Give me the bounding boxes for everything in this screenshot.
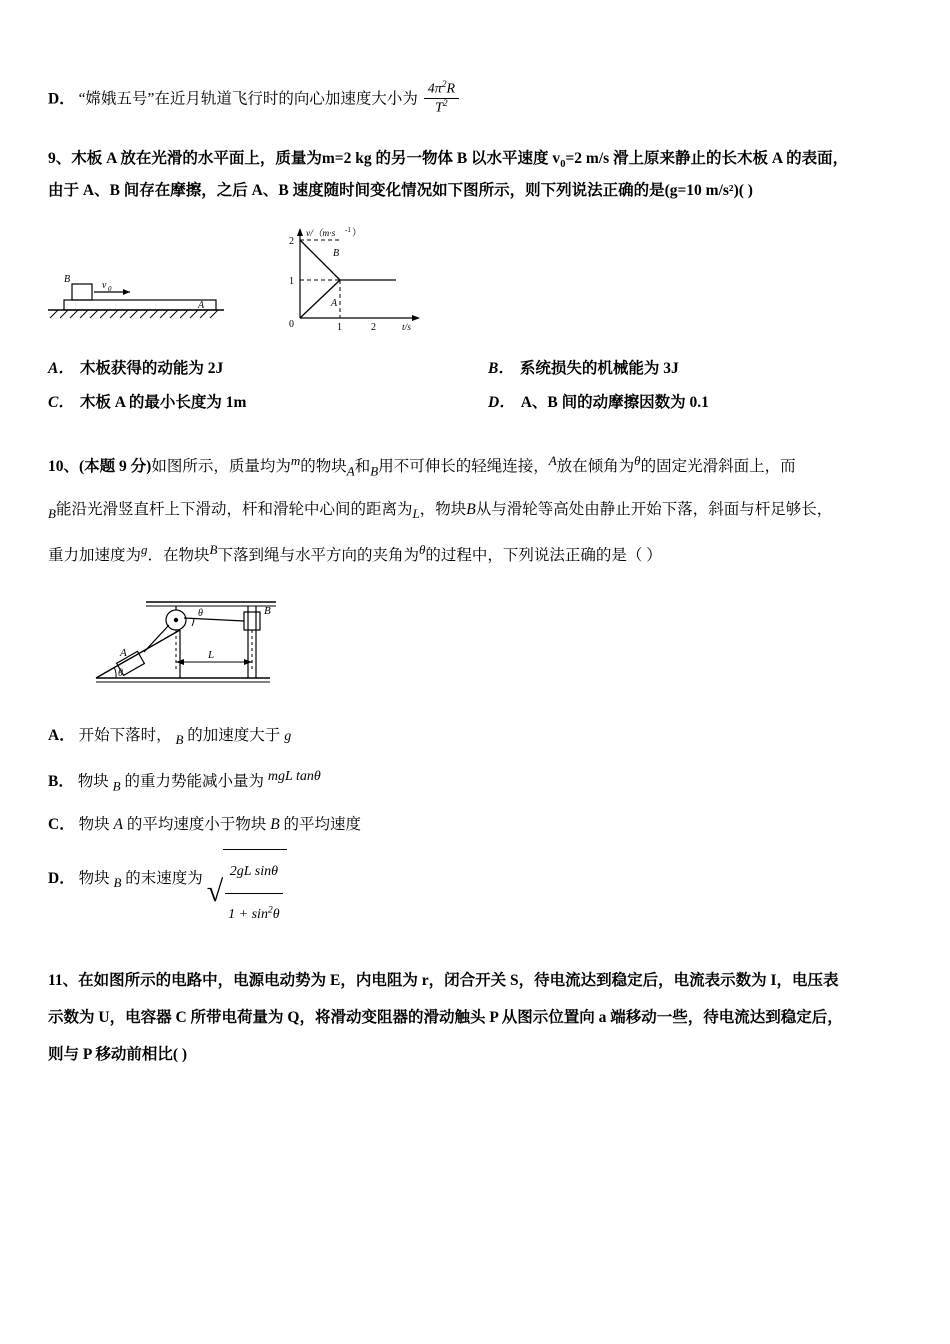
q10-option-d-formula: √ $\frac{\text{2gL sinθ}}{1 + \sin^2\theta}$ xyxy=(207,849,287,936)
svg-text:v: v xyxy=(102,279,107,291)
q11-text-l1: 在如图所示的电路中，电源电动势为 E，内电阻为 r，闭合开关 S，待电流达到稳定后，电流表示数为 I，电压表 xyxy=(78,971,839,989)
q10-l2-varL: L xyxy=(412,505,420,521)
svg-text:A: A xyxy=(198,299,205,311)
q10-option-c-text-b: 的平均速度小于物块 xyxy=(126,816,267,834)
q10-line1 xyxy=(48,444,904,488)
svg-text:B: B xyxy=(264,605,271,618)
q9-option-row-1 xyxy=(48,356,904,378)
q9-text-l1b: =2 m/s 滑上原来静止的长木板 A 的表面， xyxy=(565,149,849,167)
q9-option-c[interactable] xyxy=(48,390,464,412)
q10-l2a: 能沿光滑竖直杆上下滑动，杆和滑轮中心间的距离为 xyxy=(55,500,413,518)
q9-option-d[interactable] xyxy=(464,390,904,412)
q10-l3d: 的过程中，下列说法正确的是（ ） xyxy=(425,546,662,564)
q10-line2 xyxy=(48,490,904,531)
q10-l2c: 从与滑轮等高处由静止开始下落，斜面与杆足够长， xyxy=(475,500,833,518)
q9-option-d-label: D． xyxy=(488,393,515,411)
q10-l3-varB: B xyxy=(209,541,218,557)
svg-text:θ: θ xyxy=(118,668,123,680)
q11-line2 xyxy=(48,999,904,1036)
q10-option-d-label: D． xyxy=(48,869,75,887)
svg-text:）: ） xyxy=(352,228,362,239)
q10-mass-var: m xyxy=(290,452,301,468)
q9-option-c-text: 木板 A 的最小长度为 1m xyxy=(79,393,247,411)
q9-option-c-label: C． xyxy=(48,393,74,411)
q10-option-d-formula-den-tail: θ xyxy=(272,906,280,922)
q9-figure xyxy=(48,214,904,344)
q10-option-b[interactable] xyxy=(48,761,904,801)
q10-l1a: 如图所示，质量均为 xyxy=(151,457,291,475)
q10-option-d-formula-den: 1 + sin xyxy=(228,906,268,922)
q9-option-d-text: A、B 间的动摩擦因数为 0.1 xyxy=(520,393,709,411)
q9-v0-sub: 0 xyxy=(560,158,566,170)
svg-text:A: A xyxy=(331,297,338,309)
q10-var-B: B xyxy=(370,462,379,478)
q11-line1 xyxy=(48,962,904,999)
q10-option-a-text-b: 的加速度大于 xyxy=(187,727,281,745)
q9-option-b-text: 系统损失的机械能为 3J xyxy=(519,359,679,377)
q10-option-c-label: C． xyxy=(48,816,75,834)
q10-l3a: 重力加速度为 xyxy=(48,546,142,564)
svg-text:θ: θ xyxy=(198,608,203,620)
q10-head: (本题 9 分) xyxy=(79,457,152,475)
q10-option-c-var2: B xyxy=(270,816,280,834)
q10-option-b-text-b: 的重力势能减小量为 xyxy=(124,773,264,791)
q10-l1e: 放在倾角为 xyxy=(556,457,635,475)
q10-l2b: ，物块 xyxy=(419,500,467,518)
svg-text:1: 1 xyxy=(289,275,294,287)
q9-option-a[interactable] xyxy=(48,356,464,378)
q10-l1d: 用不可伸长的轻绳连接， xyxy=(378,457,549,475)
q10-option-b-formula: mgL tanθ xyxy=(267,769,321,785)
q10-l1b: 的物块 xyxy=(300,457,347,475)
svg-text:v/（m·s: v/（m·s xyxy=(306,228,336,239)
svg-text:0: 0 xyxy=(289,318,294,330)
q9-line2 xyxy=(48,175,904,206)
formula-num-tail: R xyxy=(446,81,456,97)
q10-option-d-text-b: 的末速度为 xyxy=(125,869,203,887)
q10-option-a[interactable] xyxy=(48,718,904,755)
q9-option-a-label: A． xyxy=(48,359,74,377)
q8-option-d xyxy=(48,80,904,117)
svg-text:1: 1 xyxy=(337,321,342,333)
q10-l3b: ．在物块 xyxy=(147,546,210,564)
q10-number: 10、 xyxy=(48,457,80,475)
q10-option-d-formula-den-exp: 2 xyxy=(267,905,273,916)
svg-text:B: B xyxy=(333,247,340,259)
q10-options xyxy=(48,718,904,936)
q9-option-b-label: B． xyxy=(488,359,514,377)
q10-var-A2: A xyxy=(548,452,557,468)
svg-text:-1: -1 xyxy=(345,225,351,234)
q11-number: 11、 xyxy=(48,971,79,989)
formula-num-exp: 2 xyxy=(441,80,447,90)
svg-text:2: 2 xyxy=(371,321,376,333)
svg-text:2: 2 xyxy=(289,235,294,247)
q10-option-a-formula: g xyxy=(284,729,292,745)
q10-l3-varg: g xyxy=(141,541,148,557)
q10-l2-varB2: B xyxy=(466,500,476,518)
formula-den: T xyxy=(435,100,443,116)
q10-l2-varB: B xyxy=(48,505,56,521)
q10-option-a-text-a: 开始下落时， xyxy=(78,727,172,745)
q10-option-d-formula-num: 2gL sinθ xyxy=(225,851,282,894)
q10-l1c: 和 xyxy=(354,457,371,475)
q10-l1f: 的固定光滑斜面上，而 xyxy=(640,457,796,475)
q9-line1 xyxy=(48,143,904,175)
q10-option-b-label: B． xyxy=(48,773,74,791)
q10-var-A: A xyxy=(346,462,355,478)
q9-option-b[interactable] xyxy=(464,356,904,378)
svg-text:t/s: t/s xyxy=(402,322,411,333)
q10-option-c-var: A xyxy=(113,816,123,834)
q10-option-c-text-c: 的平均速度 xyxy=(283,816,362,834)
page-content xyxy=(48,80,904,1073)
formula-num: 4π xyxy=(427,81,442,97)
q10-option-c[interactable] xyxy=(48,807,904,843)
q10-option-d[interactable] xyxy=(48,849,904,936)
q9-number: 9、 xyxy=(48,149,72,167)
q10-var-theta: θ xyxy=(634,452,641,468)
q9-options xyxy=(48,356,904,412)
q8-option-d-text: “嫦娥五号”在近月轨道飞行时的向心加速度大小为 xyxy=(78,90,418,108)
q10-option-d-var: B xyxy=(113,875,122,891)
q10-l3c: 下落到绳与水平方向的夹角为 xyxy=(217,546,419,564)
q10-figure xyxy=(48,588,904,708)
formula-den-exp: 2 xyxy=(442,98,448,109)
q10-line3 xyxy=(48,533,904,576)
q10-option-d-text-a: 物块 xyxy=(78,869,110,887)
q9-option-a-text: 木板获得的动能为 2J xyxy=(79,359,224,377)
q10-figure-svg xyxy=(48,588,904,708)
svg-text:B: B xyxy=(64,273,71,285)
svg-text:L: L xyxy=(208,649,215,662)
q10-l3-theta: θ xyxy=(419,541,426,557)
q11-text-l3: 则与 P 移动前相比( ) xyxy=(48,1046,188,1064)
q8-option-d-label: D． xyxy=(48,90,75,108)
q10-option-c-text-a: 物块 xyxy=(78,816,110,834)
svg-text:0: 0 xyxy=(108,284,112,293)
q9-figure-svg xyxy=(48,214,904,344)
q9-option-row-2 xyxy=(48,390,904,412)
q11-text-l2: 示数为 U，电容器 C 所带电荷量为 Q，将滑动变阻器的滑动触头 P 从图示位置向 a 端移动一些，待电流达到稳定后， xyxy=(48,1009,843,1027)
q8-option-d-formula xyxy=(424,80,459,117)
q10-option-a-label: A． xyxy=(48,727,75,745)
q10-option-b-text-a: 物块 xyxy=(77,773,109,791)
q9-text-l2: 由于 A、B 间存在摩擦，之后 A、B 速度随时间变化情况如下图所示，则下列说法正确的是(g=10 m/s²)( ) xyxy=(48,181,753,199)
svg-text:A: A xyxy=(120,647,127,660)
q9-text-l1: 木板 A 放在光滑的水平面上，质量为m=2 kg 的另一物体 B 以水平速度 v xyxy=(71,149,561,167)
q10-option-a-var: B xyxy=(175,732,184,748)
q11-line3 xyxy=(48,1036,904,1073)
q10-option-b-var: B xyxy=(112,778,121,794)
